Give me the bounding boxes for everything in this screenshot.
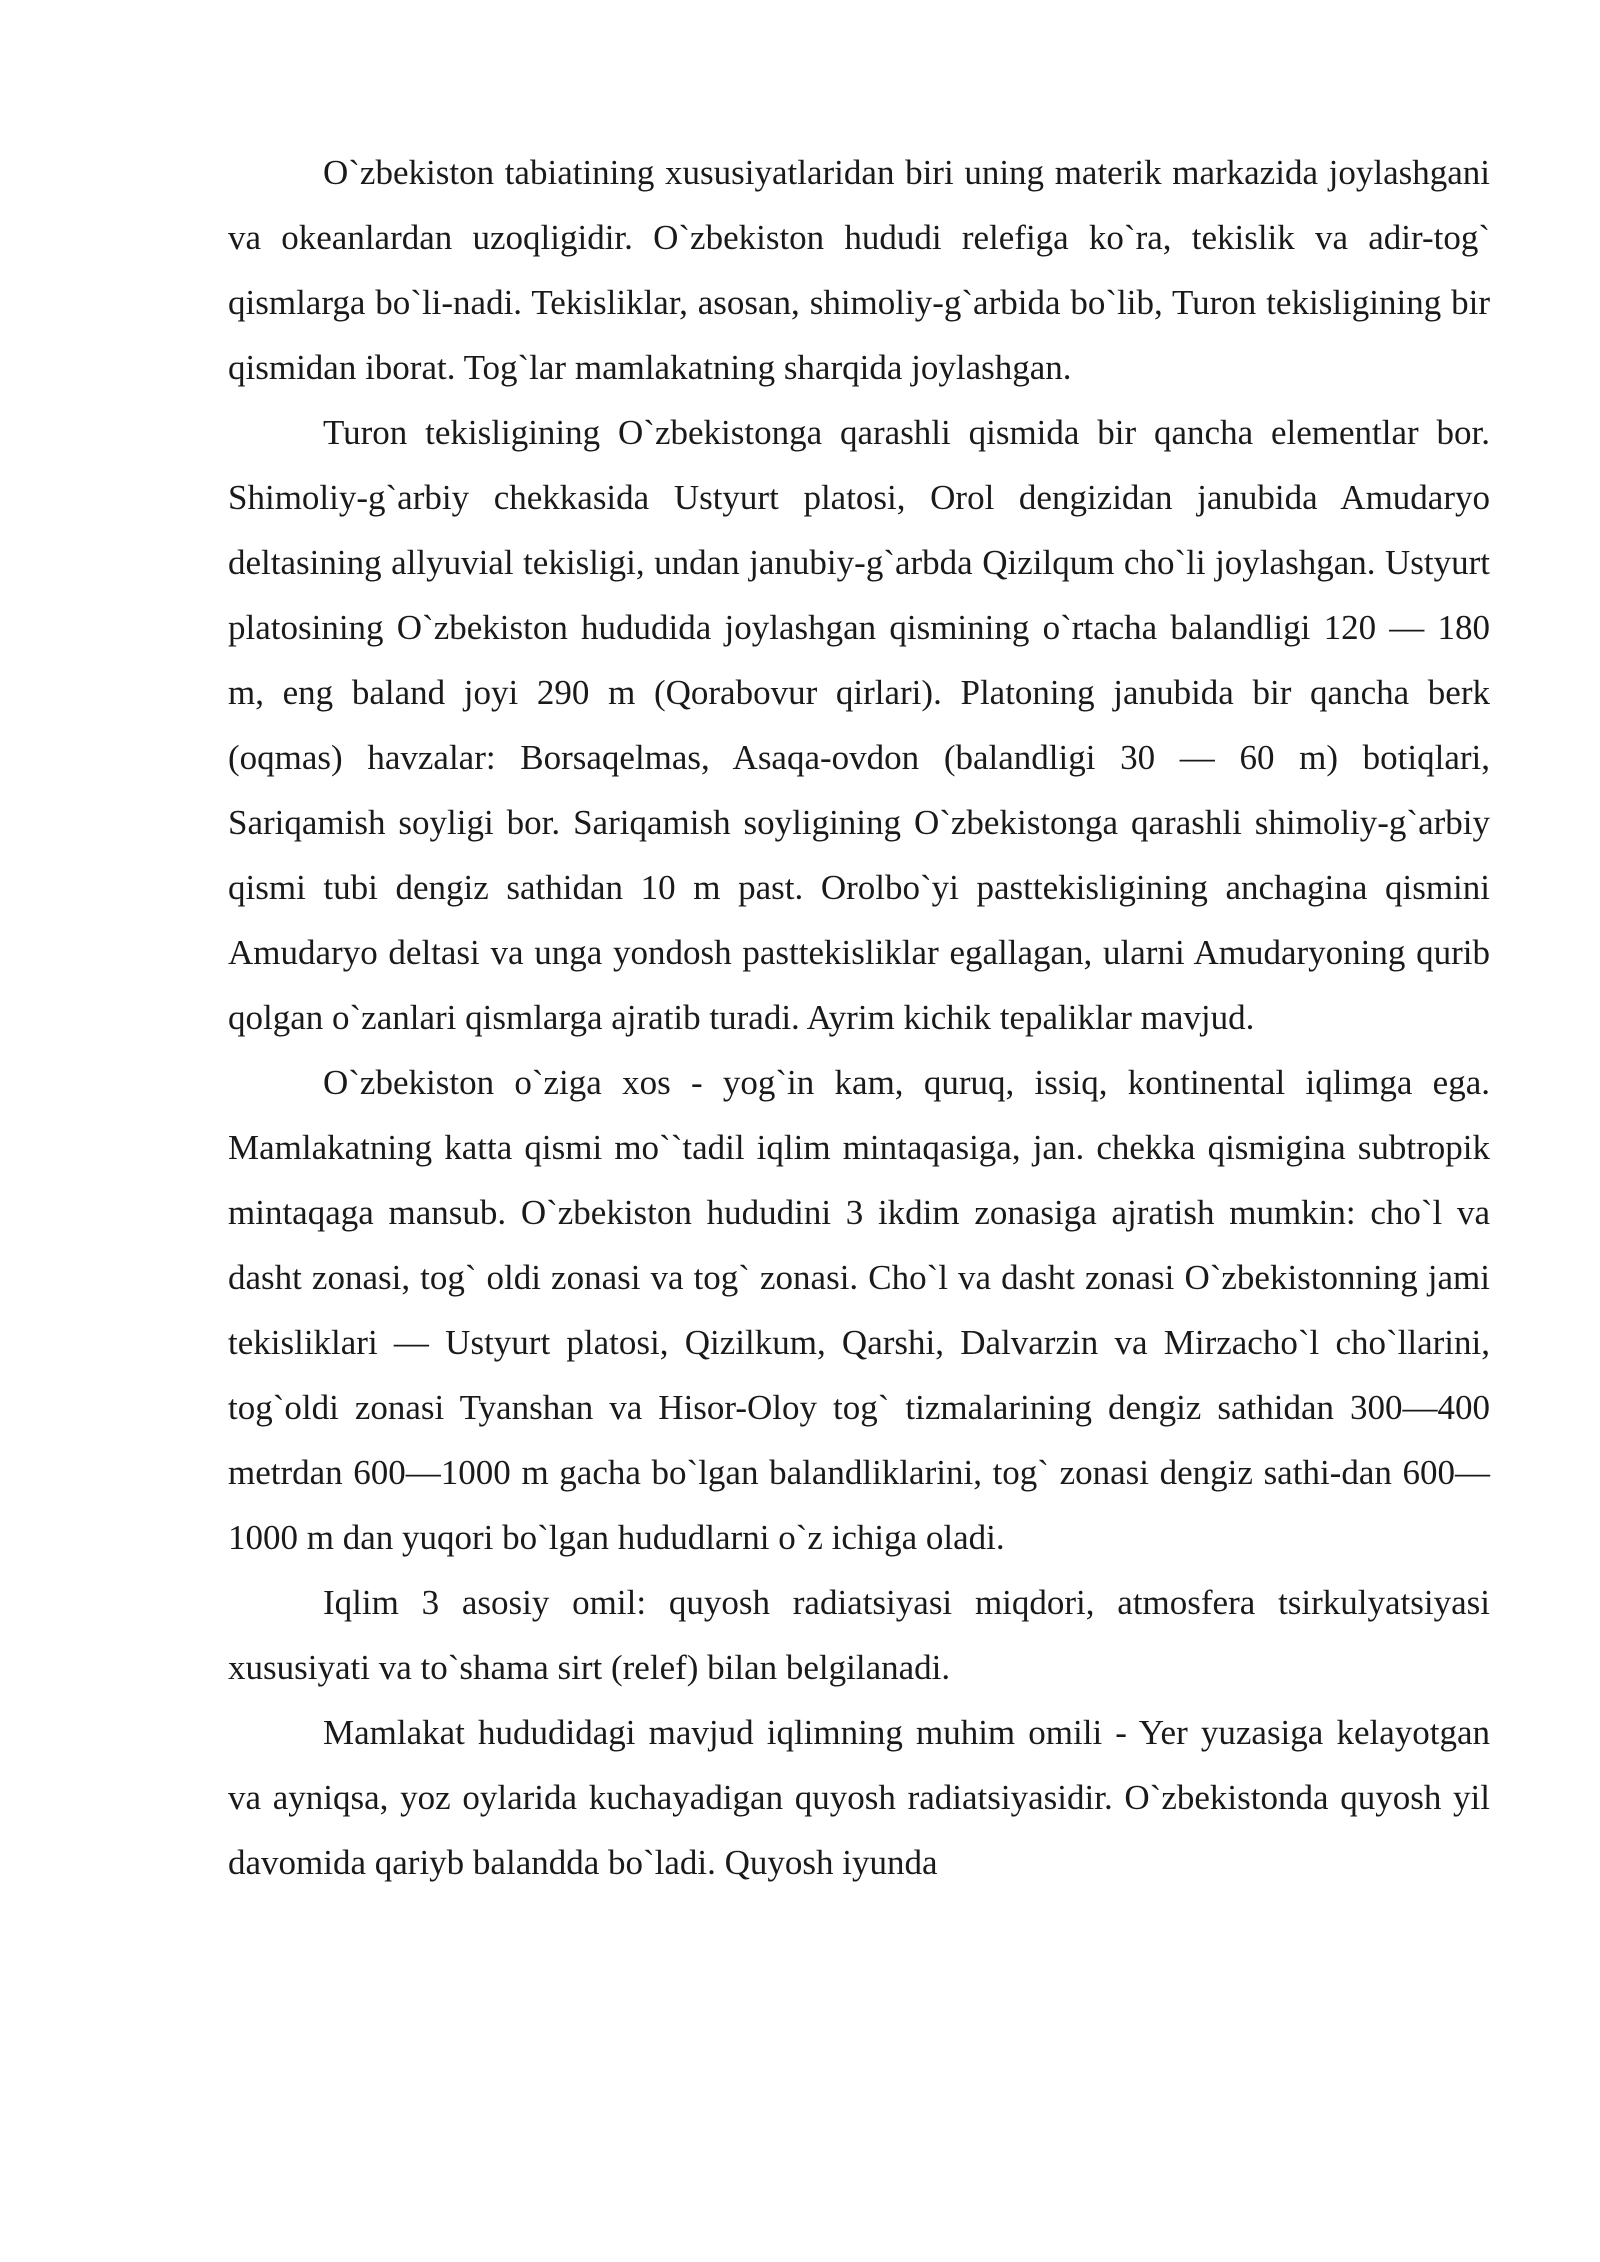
paragraph-turan-lowland: Turon tekisligining O`zbekistonga qarashli qismida bir qancha elementlar bor. Shimoliy-g`arbiy chekkasida Ustyurt platosi, Orol dengizidan janubida Amudaryo deltasining allyuvial tekisligi, undan janubiy-g`arbda Qizilqum cho`li joylashgan. Ustyurt platosining O`zbekiston hududida joylashgan qismining o`rtacha balandligi 120 — 180 m, eng baland joyi 290 m (Qorabovur qirlari). Platoning janubida bir qancha berk (oqmas) havzalar: Borsaqelmas, Asaqa-ovdon (balandligi 30 — 60 m) botiqlari, Sariqamish soyligi bor. Sariqamish soyligining O`zbekistonga qarashli shimoliy-g`arbiy qismi tubi dengiz sathidan 10 m past. Orolbo`yi pasttekisligining anchagina qismini Amudaryo deltasi va unga yondosh pasttekisliklar egallagan, ularni Amudaryoning qurib qolgan o`zanlari qismlarga ajratib turadi. Ayrim kichik tepaliklar mavjud.	[228, 413, 1490, 1037]
paragraph-relief: O`zbekiston tabiatining xususiyatlaridan biri uning materik markazida joylashgani va okeanlardan uzoqligidir. O`zbekiston hududi relefiga ko`ra, tekislik va adir-tog` qismlarga bo`li-nadi. Tekisliklar, asosan, shimoliy-g`arbida bo`lib, Turon tekisligining bir qismidan iborat. Tog`lar mamlakatning sharqida joylashgan.	[228, 153, 1490, 387]
paragraph-solar-radiation: Mamlakat hududidagi mavjud iqlimning muhim omili - Yer yuzasiga kelayotgan va ayniqsa, yoz oylarida kuchayadigan quyosh radiatsiyasidir. O`zbekistonda quyosh yil davomida qariyb balandda bo`ladi. Quyosh iyunda	[228, 1713, 1490, 1882]
paragraph-climate-factors: Iqlim 3 asosiy omil: quyosh radiatsiyasi miqdori, atmosfera tsirkulyatsiyasi xususiyati va to`shama sirt (relef) bilan belgilanadi.	[228, 1583, 1490, 1687]
paragraph-climate-zones: O`zbekiston o`ziga xos - yog`in kam, quruq, issiq, kontinental iqlimga ega. Mamlakatning katta qismi mo``tadil iqlim mintaqasiga, jan. chekka qismigina subtropik mintaqaga mansub. O`zbekiston hududini 3 ikdim zonasiga ajratish mumkin: cho`l va dasht zonasi, tog` oldi zonasi va tog` zonasi. Cho`l va dasht zonasi O`zbekistonning jami tekisliklari — Ustyurt platosi, Qizilkum, Qarshi, Dalvarzin va Mirzacho`l cho`llarini, tog`oldi zonasi Tyanshan va Hisor-Oloy tog` tizmalarining dengiz sathidan 300—400 metrdan 600—1000 m gacha bo`lgan balandliklarini, tog` zonasi dengiz sathi-dan 600—1000 m dan yuqori bo`lgan hududlarni o`z ichiga oladi.	[228, 1063, 1490, 1557]
document-page	[228, 140, 1490, 1895]
